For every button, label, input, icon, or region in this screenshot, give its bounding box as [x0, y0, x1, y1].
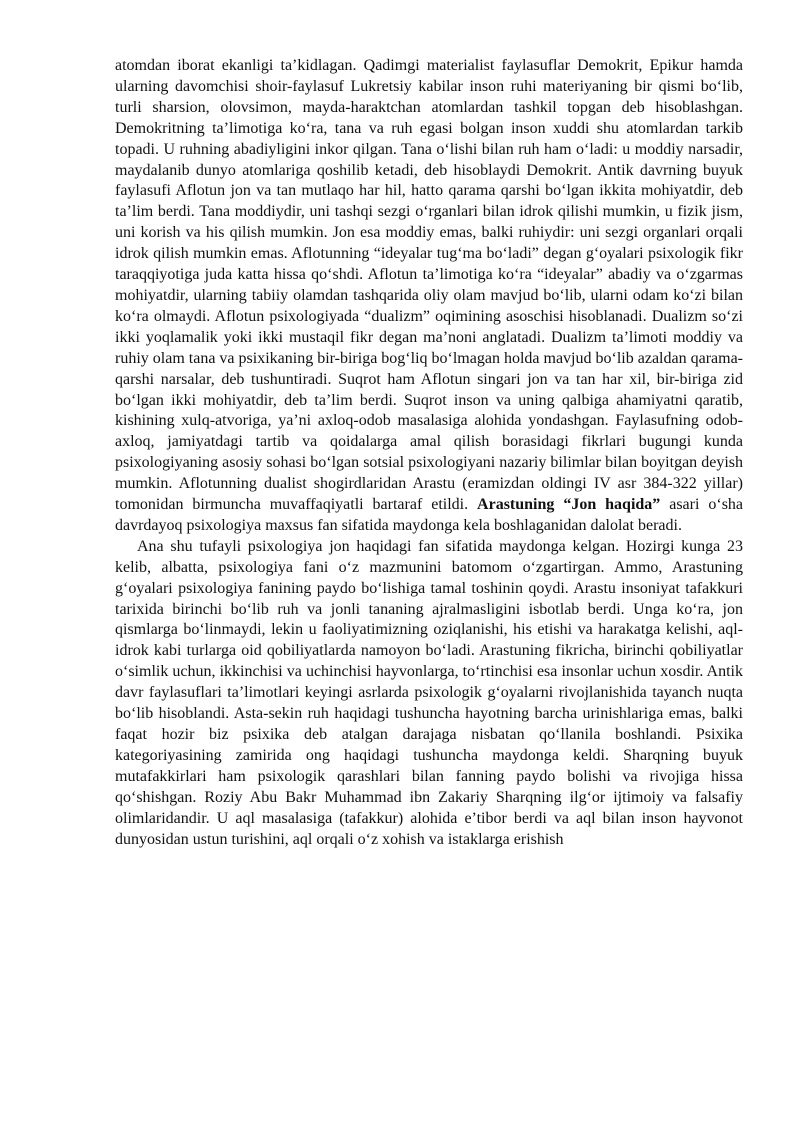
paragraph-1: [115, 56, 743, 537]
paragraph-2: Ana shu tufayli psixologiya jon haqidagi fan sifatida maydonga kelgan. Hozirgi kunga 23 kelib, albatta, psixologiya fani o‘z mazmunini batomom o‘zgartirgan. Ammo, Arastuning g‘oyalari psixologiya fanining paydo bo‘lishiga tamal toshinin qoydi. Arastu insoniyat tafakkuri tarixida birinchi bo‘lib ruh va jonli tananing ajralmasligini isbotlab berdi. Unga ko‘ra, jon qismlarga bo‘linmaydi, lekin u faoliyatimizning oziqlanishi, his etishi va harakatga kelishi, aql-idrok kabi turlarga oid qobiliyatlarda namoyon bo‘ladi. Arastuning fikricha, birinchi qobiliyatlar o‘simlik uchun, ikkinchisi va uchinchisi hayvonlarga, to‘rtinchisi esa insonlar uchun xosdir. Antik davr faylasuflari ta’limotlari keyingi asrlarda psixologik g‘oyalarni rivojlanishida tayanch nuqta bo‘lib hisoblandi. Asta-sekin ruh haqidagi tushuncha hayotning barcha urinishlariga emas, balki faqat hozir biz psixika deb atalgan darajaga nisbatan qo‘llanila boshlandi. Psixika kategoriyasining zamirida ong haqidagi tushuncha maydonga keldi. Sharqning buyuk mutafakkirlari ham psixologik qarashlari bilan fanning paydo bolishi va rivojiga hissa qo‘shishgan. Roziy Abu Bakr Muhammad ibn Zakariy Sharqning ilg‘or ijtimoiy va falsafiy olimlaridandir. U aql masalasiga (tafakkur) alohida e’tibor berdi va aql bilan inson hayvonot dunyosidan ustun turishini, aql orqali o‘z xohish va istaklarga erishish: [115, 537, 743, 848]
book-title-bold: Arastuning “Jon haqida”: [477, 496, 661, 514]
document-page: [115, 56, 743, 850]
paragraph-1-text-end: asari o‘sha davrdayoq psixologiya maxsus fan sifatida maydonga kela boshlaganidan dalolat beradi.: [115, 496, 744, 534]
paragraph-1-text-start: atomdan iborat ekanligi ta’kidlagan. Qadimgi materialist faylasuflar Demokrit, Epikur hamda ularning davomchisi shoir-faylasuf Lukretsiy kabilar inson ruhi materiyaning bir qismi bo‘lib, turli sharsion, olovsimon, mayda-haraktchan atomlardan tashkil topgan deb hisoblashgan. Demokritning ta’limotiga ko‘ra, tana va ruh egasi bolgan inson xuddi shu atomlardan tarkib topadi. U ruhning abadiyligini inkor qilgan. Tana o‘lishi bilan ruh ham o‘ladi: u moddiy narsadir, maydalanib dunyo atomlariga qoshilib ketadi, deb hisoblaydi Demokrit. Antik davrning buyuk faylasufi Aflotun jon va tan mutlaqo har hil, hatto qarama qarshi bo‘lgan ikkita mohiyatdir, deb ta’lim berdi. Tana moddiydir, uni tashqi sezgi o‘rganlari bilan idrok qilishi mumkin, u fizik jism, uni korish va his qilish mumkin. Jon esa moddiy emas, balki ruhiydir: uni sezgi organlari orqali idrok qilish mumkin emas. Aflotunning “ideyalar tug‘ma bo‘ladi” degan g‘oyalari psixologik fikr taraqqiyotiga juda katta hissa qo‘shdi. Aflotun ta’limotiga ko‘ra “ideyalar” abadiy va o‘zgarmas mohiyatdir, ularning tabiiy olamdan tashqarida oliy olam mavjud bo‘lib, ularni odam ko‘zi bilan ko‘ra olmaydi. Aflotun psixologiyada “dualizm” oqimining asoschisi hisoblanadi. Dualizm so‘zi ikki yoqlamalik yoki ikki mustaqil fikr degan ma’noni anglatadi. Dualizm ta’limoti moddiy va ruhiy olam tana va psixikaning bir-biriga bog‘liq bo‘lmagan holda mavjud bo‘lib azaldan qarama-qarshi narsalar, deb tushuntiradi. Suqrot ham Aflotun singari jon va tan har xil, bir-biriga zid bo‘lgan ikki mohiyatdir, deb ta’lim berdi. Suqrot inson va uning qalbiga ahamiyatni qaratib, kishining xulq-atvoriga, ya’ni axloq-odob masalasiga alohida yondashgan. Faylasufning odob-axloq, jamiyatdagi tartib va qoidalarga amal qilish borasidagi fikrlari bugungi kunda psixologiyaning asosiy sohasi bo‘lgan sotsial psixologiyani nazariy bilimlar bilan boyitgan deyish mumkin. Aflotunning dualist shogirdlaridan Arastu (eramizdan oldingi IV asr 384-322 yillar) tomonidan birmuncha muvaffaqiyatli bartaraf etildi.: [115, 57, 743, 514]
